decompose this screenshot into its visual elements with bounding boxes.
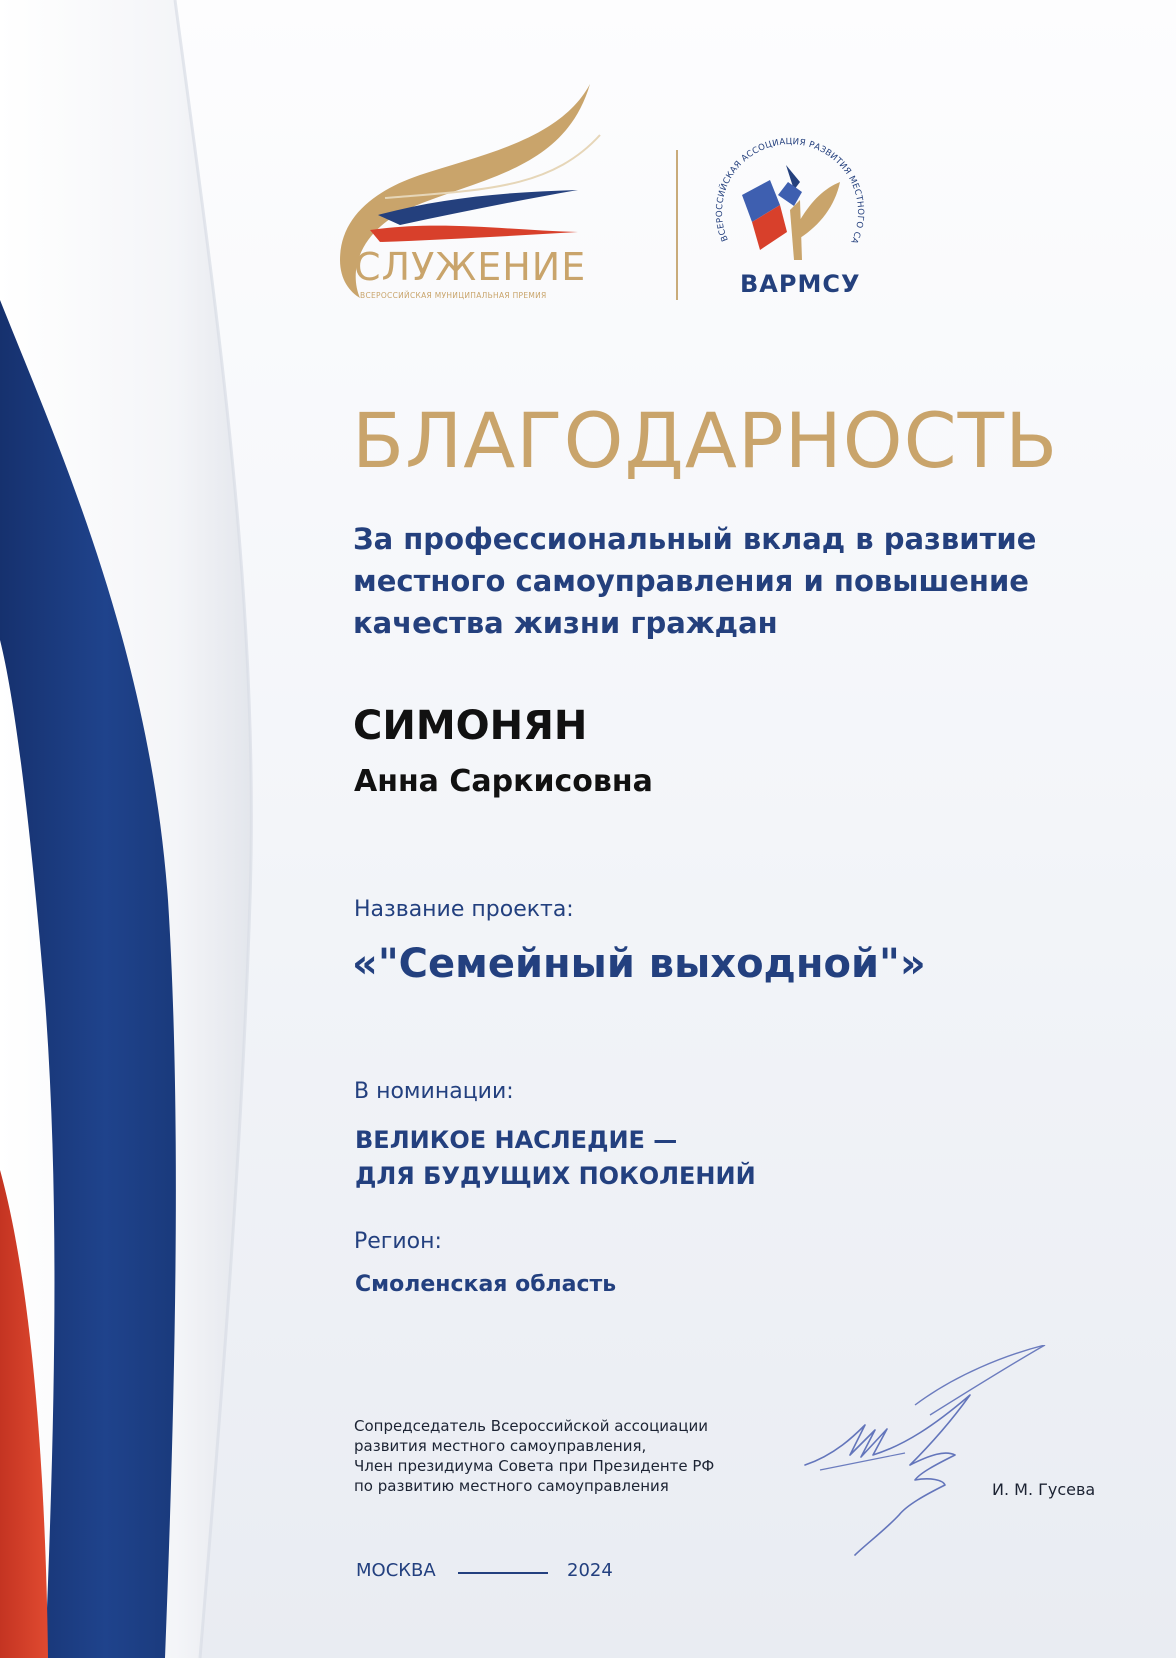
- sluzhenie-logo: [330, 80, 640, 310]
- region-label: Регион:: [354, 1229, 442, 1254]
- position-line: Сопредседатель Всероссийской ассоциации: [354, 1417, 708, 1435]
- handwritten-signature: [795, 1345, 1055, 1560]
- certificate-subtitle: За профессиональный вклад в развитие местного самоуправления и повышение качества жизни граждан: [353, 522, 1037, 640]
- nomination-line-2: ДЛЯ БУДУЩИХ ПОКОЛЕНИЙ: [355, 1162, 756, 1190]
- recipient-surname: СИМОНЯН: [353, 703, 588, 749]
- nomination-value: [355, 1122, 756, 1194]
- project-label: Название проекта:: [354, 897, 574, 922]
- logo-divider: [676, 150, 678, 300]
- varmsu-ring-text: ВСЕРОССИЙСКАЯ АССОЦИАЦИЯ РАЗВИТИЯ МЕСТНОГО СА: [714, 137, 866, 246]
- region-value: Смоленская область: [355, 1272, 617, 1297]
- sluzhenie-tagline: ВСЕРОССИЙСКАЯ МУНИЦИПАЛЬНАЯ ПРЕМИЯ: [360, 291, 547, 300]
- position-line: по развитию местного самоуправления: [354, 1477, 669, 1495]
- signer-position: [354, 1416, 754, 1496]
- flag-ribbon-decoration: [0, 0, 300, 1658]
- certificate-title: БЛАГОДАРНОСТЬ: [352, 396, 1059, 485]
- footer-city: МОСКВА: [356, 1560, 436, 1581]
- sluzhenie-wordmark: СЛУЖЕНИЕ: [354, 245, 587, 289]
- varmsu-wordmark: ВАРМСУ: [740, 270, 861, 298]
- nomination-label: В номинации:: [354, 1079, 514, 1104]
- position-line: Член президиума Совета при Президенте РФ: [354, 1457, 715, 1475]
- signer-name: И. М. Гусева: [992, 1480, 1096, 1499]
- footer-year: 2024: [567, 1560, 613, 1581]
- project-name: «"Семейный выходной"»: [352, 941, 926, 987]
- nomination-line-1: ВЕЛИКОЕ НАСЛЕДИЕ —: [355, 1126, 678, 1154]
- varmsu-logo: [690, 110, 890, 310]
- position-line: развития местного самоуправления,: [354, 1437, 647, 1455]
- recipient-given-names: Анна Саркисовна: [354, 764, 653, 799]
- footer-divider: [458, 1572, 548, 1574]
